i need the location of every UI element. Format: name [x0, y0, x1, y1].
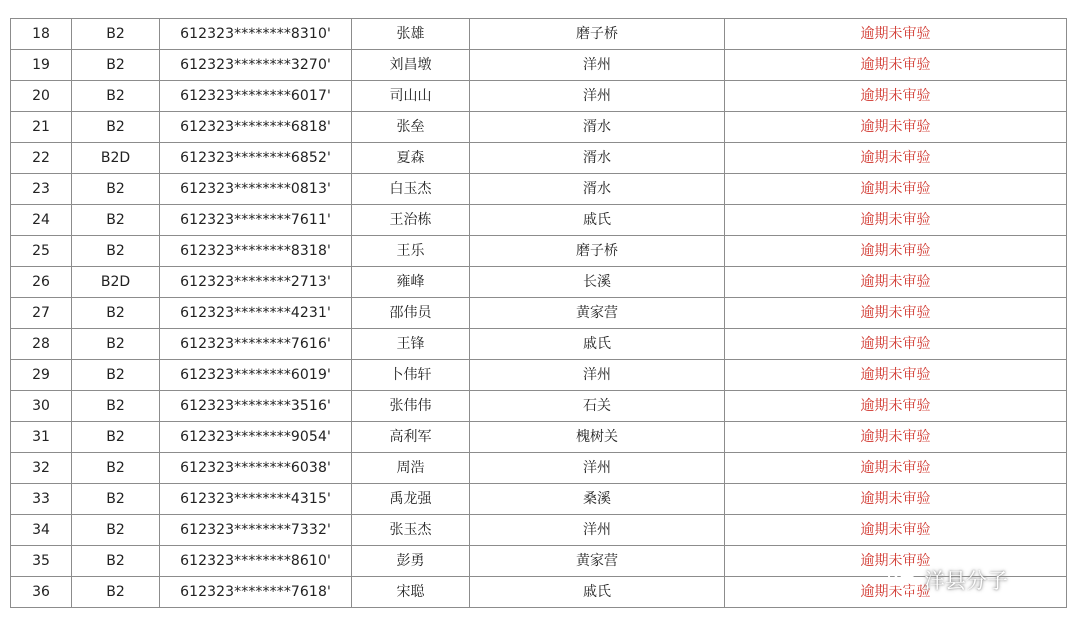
row-number: 20 — [11, 81, 72, 112]
row-number: 31 — [11, 422, 72, 453]
license-class: B2 — [72, 236, 160, 267]
status-text: 逾期未审验 — [725, 267, 1067, 298]
id-number: 612323********3516' — [160, 391, 352, 422]
status-text: 逾期未审验 — [725, 360, 1067, 391]
license-class: B2 — [72, 19, 160, 50]
id-number: 612323********3270' — [160, 50, 352, 81]
town-name: 戚氏 — [470, 329, 725, 360]
driver-name: 张垒 — [352, 112, 470, 143]
row-number: 22 — [11, 143, 72, 174]
driver-name: 彭勇 — [352, 546, 470, 577]
status-text: 逾期未审验 — [725, 329, 1067, 360]
status-text: 逾期未审验 — [725, 81, 1067, 112]
id-number: 612323********8310' — [160, 19, 352, 50]
driver-name: 张玉杰 — [352, 515, 470, 546]
license-class: B2 — [72, 205, 160, 236]
table-row — [11, 329, 1067, 360]
license-class: B2 — [72, 484, 160, 515]
row-number: 27 — [11, 298, 72, 329]
row-number: 25 — [11, 236, 72, 267]
status-text: 逾期未审验 — [725, 205, 1067, 236]
table-row — [11, 81, 1067, 112]
id-number: 612323********4315' — [160, 484, 352, 515]
license-class: B2 — [72, 515, 160, 546]
driver-name: 刘昌墩 — [352, 50, 470, 81]
driver-name: 王治栋 — [352, 205, 470, 236]
table-row — [11, 360, 1067, 391]
status-text: 逾期未审验 — [725, 484, 1067, 515]
town-name: 洋州 — [470, 515, 725, 546]
row-number: 18 — [11, 19, 72, 50]
id-number: 612323********4231' — [160, 298, 352, 329]
driver-name: 高利军 — [352, 422, 470, 453]
license-class: B2 — [72, 329, 160, 360]
table-row — [11, 205, 1067, 236]
town-name: 槐树关 — [470, 422, 725, 453]
table-row — [11, 453, 1067, 484]
driver-name: 王锋 — [352, 329, 470, 360]
driver-name: 王乐 — [352, 236, 470, 267]
table-row — [11, 112, 1067, 143]
town-name: 磨子桥 — [470, 236, 725, 267]
driver-name: 司山山 — [352, 81, 470, 112]
town-name: 黄家营 — [470, 546, 725, 577]
table-row — [11, 19, 1067, 50]
row-number: 26 — [11, 267, 72, 298]
table-row — [11, 298, 1067, 329]
status-text: 逾期未审验 — [725, 515, 1067, 546]
status-text: 逾期未审验 — [725, 577, 1067, 608]
license-class: B2 — [72, 546, 160, 577]
id-number: 612323********8318' — [160, 236, 352, 267]
overdue-license-table — [10, 18, 1067, 608]
driver-name: 邵伟员 — [352, 298, 470, 329]
id-number: 612323********7616' — [160, 329, 352, 360]
id-number: 612323********0813' — [160, 174, 352, 205]
license-class: B2 — [72, 112, 160, 143]
id-number: 612323********8610' — [160, 546, 352, 577]
driver-name: 夏森 — [352, 143, 470, 174]
status-text: 逾期未审验 — [725, 298, 1067, 329]
status-text: 逾期未审验 — [725, 143, 1067, 174]
license-class: B2 — [72, 453, 160, 484]
town-name: 洋州 — [470, 50, 725, 81]
id-number: 612323********7611' — [160, 205, 352, 236]
license-class: B2D — [72, 143, 160, 174]
table-row — [11, 515, 1067, 546]
row-number: 30 — [11, 391, 72, 422]
town-name: 湑水 — [470, 112, 725, 143]
driver-name: 卜伟轩 — [352, 360, 470, 391]
table-row — [11, 391, 1067, 422]
driver-name: 白玉杰 — [352, 174, 470, 205]
town-name: 黄家营 — [470, 298, 725, 329]
id-number: 612323********2713' — [160, 267, 352, 298]
table-row — [11, 143, 1067, 174]
license-class: B2 — [72, 391, 160, 422]
driver-name: 张雄 — [352, 19, 470, 50]
watermark-text: 洋县分子 — [924, 569, 1008, 593]
id-number: 612323********6017' — [160, 81, 352, 112]
table-body — [11, 19, 1067, 608]
row-number: 29 — [11, 360, 72, 391]
id-number: 612323********7618' — [160, 577, 352, 608]
driver-name: 宋聪 — [352, 577, 470, 608]
status-text: 逾期未审验 — [725, 50, 1067, 81]
status-text: 逾期未审验 — [725, 174, 1067, 205]
driver-name: 张伟伟 — [352, 391, 470, 422]
town-name: 石关 — [470, 391, 725, 422]
table-row — [11, 236, 1067, 267]
driver-name: 禹龙强 — [352, 484, 470, 515]
license-class: B2 — [72, 298, 160, 329]
license-class: B2 — [72, 577, 160, 608]
town-name: 戚氏 — [470, 577, 725, 608]
row-number: 21 — [11, 112, 72, 143]
watermark — [888, 565, 1008, 595]
id-number: 612323********6019' — [160, 360, 352, 391]
row-number: 19 — [11, 50, 72, 81]
status-text: 逾期未审验 — [725, 453, 1067, 484]
id-number: 612323********9054' — [160, 422, 352, 453]
status-text: 逾期未审验 — [725, 112, 1067, 143]
row-number: 36 — [11, 577, 72, 608]
license-class: B2 — [72, 422, 160, 453]
status-text: 逾期未审验 — [725, 391, 1067, 422]
town-name: 桑溪 — [470, 484, 725, 515]
row-number: 24 — [11, 205, 72, 236]
license-class: B2 — [72, 174, 160, 205]
driver-name: 周浩 — [352, 453, 470, 484]
town-name: 湑水 — [470, 143, 725, 174]
table-row — [11, 422, 1067, 453]
row-number: 33 — [11, 484, 72, 515]
town-name: 洋州 — [470, 81, 725, 112]
row-number: 32 — [11, 453, 72, 484]
town-name: 磨子桥 — [470, 19, 725, 50]
status-text: 逾期未审验 — [725, 422, 1067, 453]
status-text: 逾期未审验 — [725, 19, 1067, 50]
status-text: 逾期未审验 — [725, 546, 1067, 577]
table-row — [11, 484, 1067, 515]
wechat-icon — [888, 568, 918, 592]
table-row — [11, 50, 1067, 81]
id-number: 612323********6038' — [160, 453, 352, 484]
town-name: 湑水 — [470, 174, 725, 205]
license-class: B2 — [72, 50, 160, 81]
town-name: 戚氏 — [470, 205, 725, 236]
table-row — [11, 174, 1067, 205]
license-class: B2 — [72, 360, 160, 391]
id-number: 612323********7332' — [160, 515, 352, 546]
row-number: 34 — [11, 515, 72, 546]
id-number: 612323********6852' — [160, 143, 352, 174]
town-name: 洋州 — [470, 453, 725, 484]
driver-name: 雍峰 — [352, 267, 470, 298]
town-name: 洋州 — [470, 360, 725, 391]
table-row — [11, 267, 1067, 298]
license-class: B2D — [72, 267, 160, 298]
row-number: 28 — [11, 329, 72, 360]
row-number: 23 — [11, 174, 72, 205]
license-class: B2 — [72, 81, 160, 112]
row-number: 35 — [11, 546, 72, 577]
status-text: 逾期未审验 — [725, 236, 1067, 267]
town-name: 长溪 — [470, 267, 725, 298]
id-number: 612323********6818' — [160, 112, 352, 143]
